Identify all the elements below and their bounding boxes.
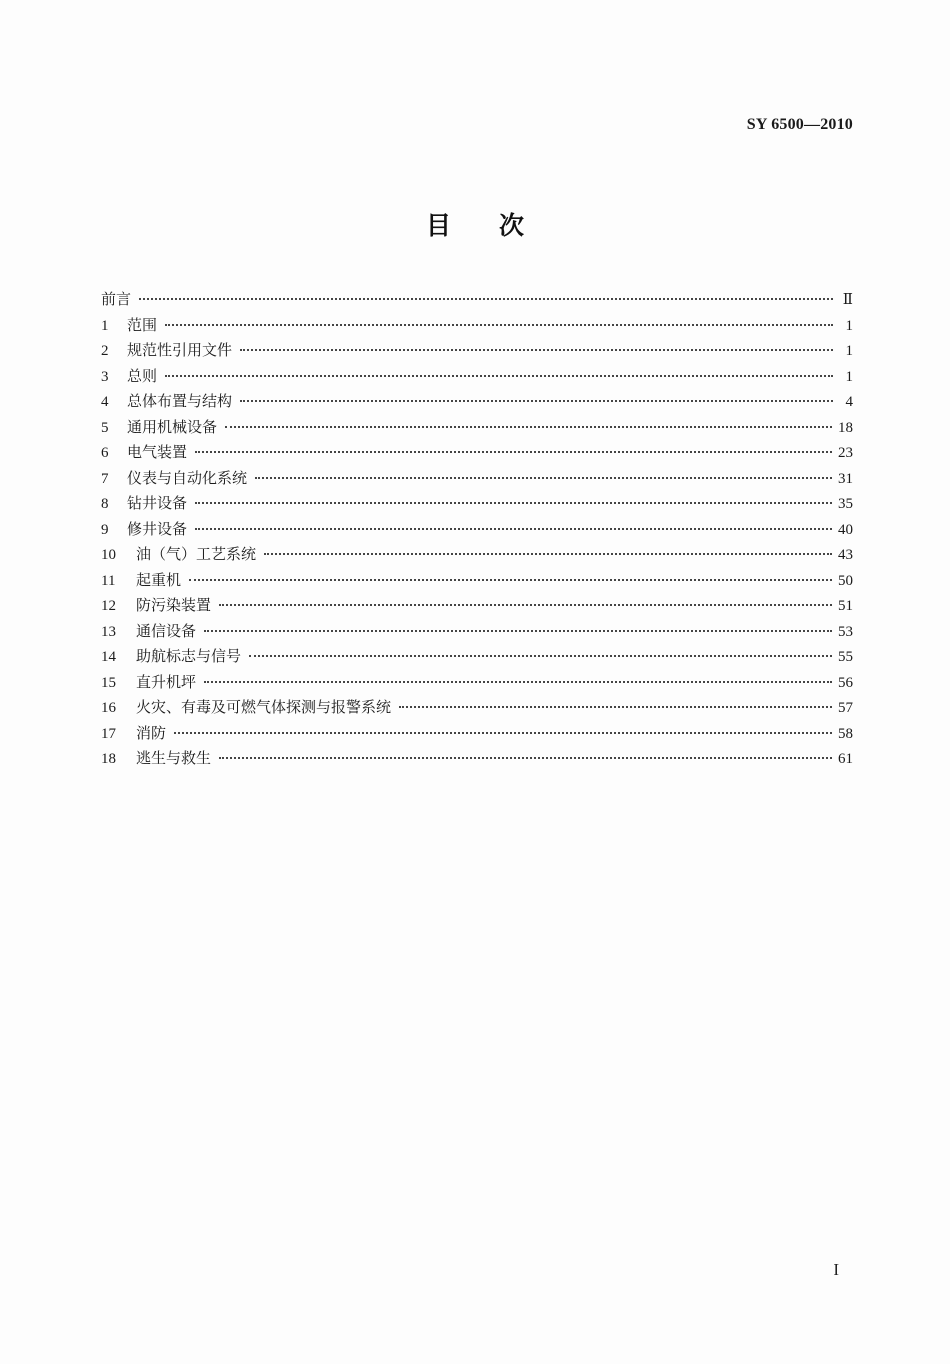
toc-entry-number: 2: [101, 343, 109, 359]
toc-entry-page[interactable]: 18: [838, 419, 853, 436]
toc-entry-label[interactable]: 油（气）工艺系统: [136, 545, 257, 563]
toc-entry[interactable]: [101, 619, 853, 645]
toc-entry-number: 15: [101, 674, 116, 691]
toc-entry-page[interactable]: 31: [838, 470, 853, 487]
toc-entry[interactable]: [101, 644, 853, 670]
toc-entry-label[interactable]: 逃生与救生: [136, 749, 212, 767]
dot-leader: [204, 629, 832, 632]
toc-entry[interactable]: [101, 440, 853, 466]
dot-leader: [264, 552, 832, 555]
dot-leader: [249, 654, 832, 657]
toc-entry[interactable]: [101, 338, 853, 364]
dot-leader: [195, 501, 832, 504]
toc-entry-page[interactable]: 61: [838, 751, 853, 767]
toc-entry[interactable]: [101, 568, 853, 594]
toc-entry-page[interactable]: 1: [845, 343, 853, 359]
toc-entry-number: 14: [101, 649, 116, 665]
toc-entry-label[interactable]: 钻井设备: [127, 494, 188, 512]
page-title: 目次: [425, 211, 572, 240]
toc-entry-label[interactable]: 直升机坪: [136, 672, 197, 691]
toc-entry[interactable]: [101, 491, 853, 517]
toc-entry-number: 16: [101, 700, 116, 716]
toc-entry-number: 17: [101, 725, 116, 742]
toc-entry-label[interactable]: 防污染装置: [136, 596, 212, 614]
toc-entry-number: 4: [101, 394, 109, 410]
toc-entry-page[interactable]: 35: [838, 496, 853, 512]
toc-entry[interactable]: [101, 670, 853, 696]
toc-entry-page[interactable]: 56: [838, 674, 853, 691]
toc-entry[interactable]: [101, 364, 853, 390]
dot-leader: [219, 603, 832, 606]
dot-leader: [165, 374, 833, 377]
toc-entry[interactable]: [101, 593, 853, 619]
dot-leader: [225, 425, 832, 428]
toc-entry-number: 18: [101, 751, 116, 767]
toc-entry-number: 9: [101, 521, 109, 538]
dot-leader: [399, 705, 832, 708]
toc-entry[interactable]: [101, 746, 853, 772]
toc-entry-number: 8: [101, 496, 109, 512]
toc-entry-page[interactable]: 51: [838, 598, 853, 614]
toc-entry-label[interactable]: 助航标志与信号: [136, 647, 242, 665]
toc-entry[interactable]: [101, 389, 853, 415]
toc-entry-page[interactable]: 40: [838, 521, 853, 538]
toc-entry-label[interactable]: 电气装置: [127, 443, 188, 461]
toc-entry-page[interactable]: Ⅱ: [842, 292, 853, 308]
toc-entry-number: 11: [101, 572, 116, 589]
toc-entry-number: 12: [101, 598, 116, 614]
toc-entry-number: 6: [101, 445, 109, 461]
standard-code: SY 6500—2010: [746, 116, 853, 133]
toc-entry[interactable]: [101, 415, 853, 441]
toc-entry-label[interactable]: 规范性引用文件: [127, 341, 233, 359]
toc-entry-label[interactable]: 仪表与自动化系统: [127, 468, 248, 487]
toc-entry[interactable]: [101, 517, 853, 543]
toc-entry-label[interactable]: 消防: [136, 723, 167, 742]
toc-entry-number: 13: [101, 623, 116, 640]
dot-leader: [204, 680, 832, 683]
dot-leader: [195, 450, 832, 453]
toc-entry-page[interactable]: 1: [845, 368, 853, 385]
toc-entry[interactable]: [101, 695, 853, 721]
toc-entry[interactable]: [101, 287, 853, 313]
toc-entry-page[interactable]: 4: [845, 394, 853, 410]
dot-leader: [255, 476, 832, 479]
toc-entry-label[interactable]: 通用机械设备: [127, 417, 218, 436]
page-number: I: [833, 1260, 839, 1279]
toc-entry-page[interactable]: 23: [838, 445, 853, 461]
toc-entry-page[interactable]: 1: [845, 317, 853, 334]
toc-entry-page[interactable]: 55: [838, 649, 853, 665]
toc-entry-label[interactable]: 通信设备: [136, 621, 197, 640]
toc-entry-page[interactable]: 50: [838, 572, 853, 589]
toc-entry-number: 7: [101, 470, 109, 487]
toc-entry[interactable]: [101, 466, 853, 492]
table-of-contents: [101, 287, 853, 772]
toc-entry-number: 5: [101, 419, 109, 436]
dot-leader: [165, 323, 833, 326]
dot-leader: [195, 527, 832, 530]
toc-entry[interactable]: [101, 542, 853, 568]
toc-entry-page[interactable]: 43: [838, 547, 853, 563]
toc-entry-page[interactable]: 53: [838, 623, 853, 640]
toc-entry-label[interactable]: 总则: [127, 366, 158, 385]
dot-leader: [240, 348, 833, 351]
dot-leader: [139, 297, 833, 300]
toc-entry-number: 3: [101, 368, 109, 385]
toc-entry-number: 1: [101, 317, 109, 334]
toc-entry-page[interactable]: 57: [838, 700, 853, 716]
toc-entry[interactable]: [101, 313, 853, 339]
toc-entry-label[interactable]: 火灾、有毒及可燃气体探测与报警系统: [136, 698, 392, 716]
dot-leader: [240, 399, 833, 402]
dot-leader: [219, 756, 832, 759]
dot-leader: [174, 731, 832, 734]
toc-entry-label[interactable]: 修井设备: [127, 519, 188, 538]
toc-entry-label[interactable]: 前言: [101, 290, 132, 308]
toc-entry-label[interactable]: 总体布置与结构: [127, 392, 233, 410]
toc-entry[interactable]: [101, 721, 853, 747]
toc-entry-page[interactable]: 58: [838, 725, 853, 742]
toc-entry-label[interactable]: 范围: [127, 315, 158, 334]
dot-leader: [189, 578, 832, 581]
toc-entry-number: 10: [101, 547, 116, 563]
toc-entry-label[interactable]: 起重机: [136, 570, 182, 589]
